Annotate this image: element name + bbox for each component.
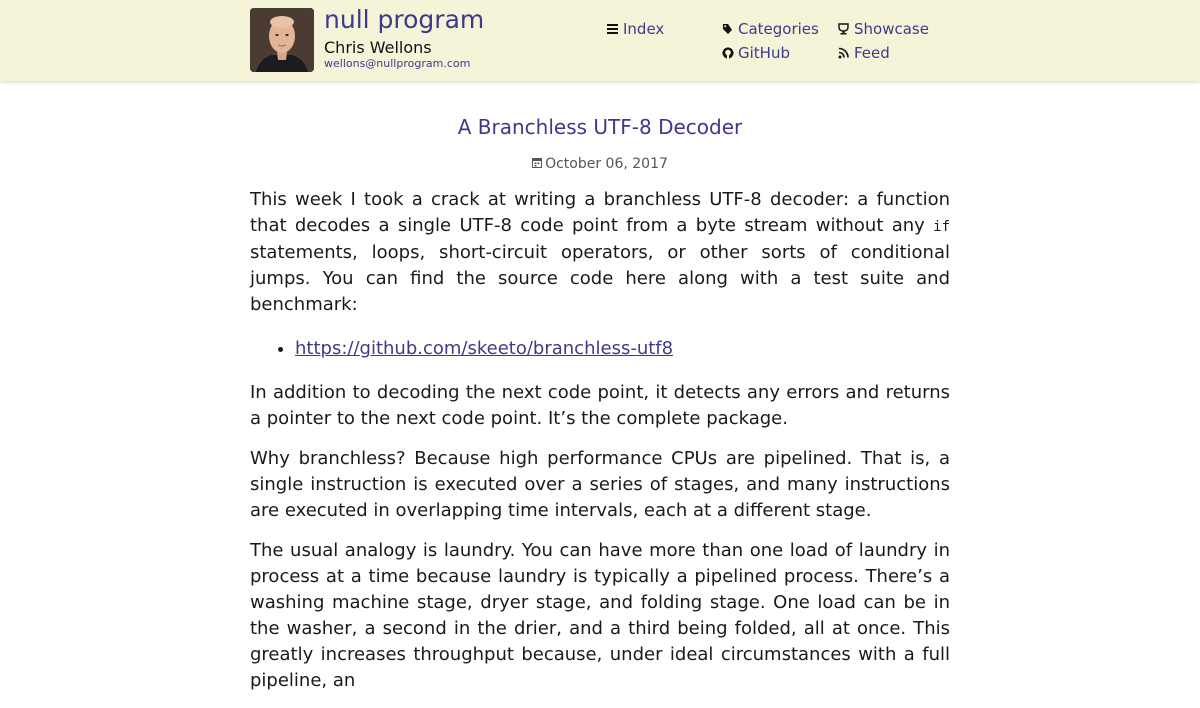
site-header: [0, 0, 1200, 81]
nav-showcase-label: Showcase: [854, 20, 929, 38]
list-item: [295, 336, 950, 362]
paragraph-errors: In addition to decoding the next code point, it detects any errors and returns a pointer to the next code point. It’s the complete package.: [250, 382, 950, 429]
nav-categories-label: Categories: [738, 20, 819, 38]
paragraph-laundry: The usual analogy is laundry. You can have more than one load of laundry in process at a time because laundry is typically a pipelined process. There’s a washing machine stage, dryer stage, and folding stage. One load can be in the washer, a second in the drier, and a third being folded, all at once. This greatly increases throughput because, under ideal circumstances with a full pipeline, an: [250, 540, 950, 691]
post-title[interactable]: A Branchless UTF-8 Decoder: [457, 115, 743, 139]
nav-index-label: Index: [623, 20, 665, 38]
nav-github-link[interactable]: [722, 43, 790, 63]
paragraph-intro-text-2: statements, loops, short-circuit operators, or other sorts of conditional jumps. You can find the source code here along with a test suite and benchmark:: [250, 242, 950, 315]
nav-categories-link[interactable]: [722, 19, 819, 39]
author-email-link[interactable]: wellons@nullprogram.com: [324, 57, 471, 70]
nav-feed-label: Feed: [854, 44, 890, 62]
site-title[interactable]: null program: [324, 5, 485, 34]
rss-icon: [838, 47, 850, 59]
paragraph-intro: [250, 187, 950, 318]
inline-code-if: if: [933, 219, 950, 235]
post-date: [250, 154, 950, 174]
paragraph-why-branchless: Why branchless? Because high performance CPUs are pipelined. That is, a single instruction is executed over a series of stages, and many instructions are executed in overlapping time intervals, each at a different stage.: [250, 448, 950, 521]
trophy-icon: [838, 23, 850, 35]
calendar-icon: [532, 154, 542, 174]
list-icon: [607, 23, 619, 35]
post-date-text: October 06, 2017: [545, 156, 668, 172]
nav-showcase-link[interactable]: [838, 19, 929, 39]
github-icon: [722, 47, 734, 59]
nav-index-link[interactable]: [607, 19, 664, 39]
author-avatar[interactable]: [250, 8, 314, 72]
tag-icon: [722, 23, 734, 35]
github-repo-link[interactable]: https://github.com/skeeto/branchless-utf8: [295, 338, 674, 359]
paragraph-intro-text-1: This week I took a crack at writing a branchless UTF-8 decoder: a function that decodes a single UTF-8 code point from a byte stream without any: [250, 189, 950, 236]
avatar-photo: [250, 8, 314, 72]
nav-github-label: GitHub: [738, 44, 790, 62]
author-name: Chris Wellons: [324, 38, 432, 57]
link-list: [250, 336, 950, 362]
nav-feed-link[interactable]: [838, 43, 890, 63]
